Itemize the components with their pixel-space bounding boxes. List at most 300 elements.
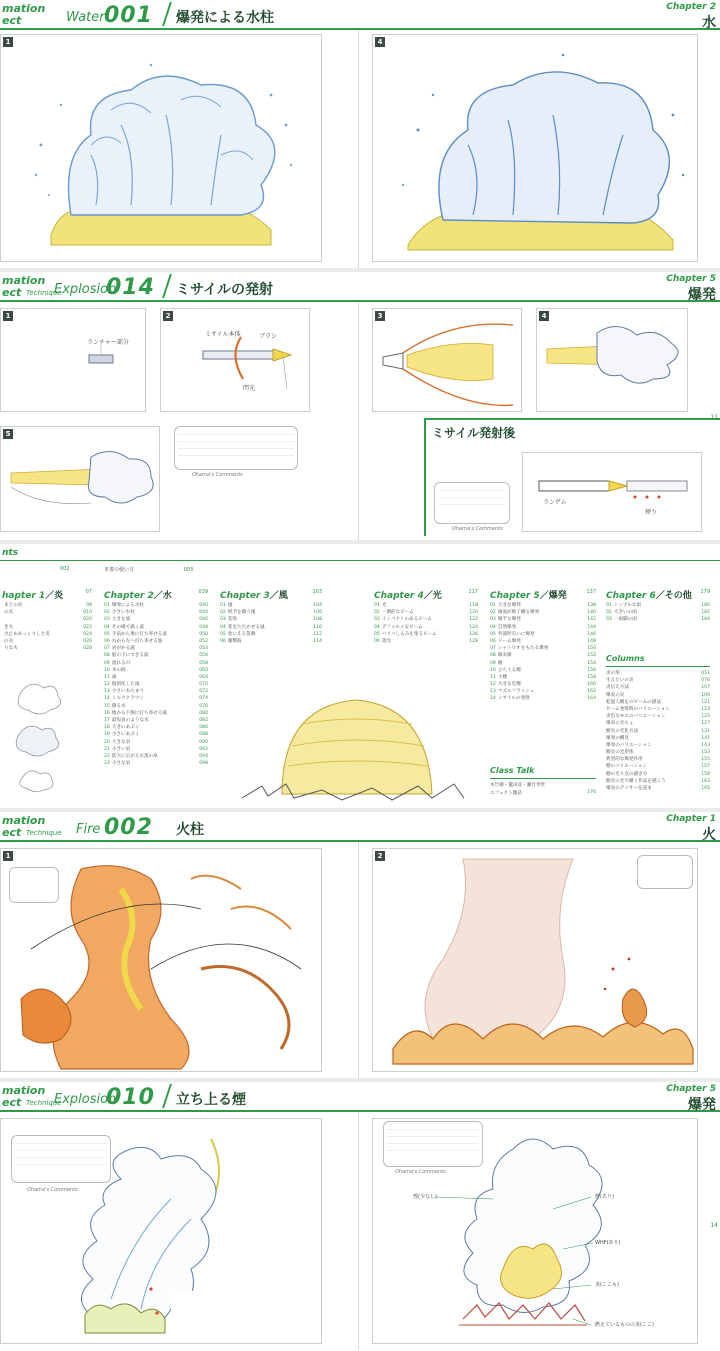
toc-entry-title: 小さな泉 [111,761,131,767]
technique-number: 001 [104,3,153,28]
toc-entry[interactable] [220,609,322,616]
chapter-4-heading[interactable] [374,588,478,601]
chapter-label: Chapter 3 [220,591,270,601]
header-slash [162,274,172,298]
toc-entry-title: 爆炎のデッサーを読ま [606,786,652,791]
toc-entry-page: 08 [86,603,92,608]
chapter-5-heading[interactable] [490,588,596,601]
toc-entry-page: 143 [701,742,710,748]
page-header [0,272,720,302]
toc-entry[interactable] [490,695,596,702]
toc-entry-title: まとの炎 [4,603,23,608]
chapter-page: 137 [586,589,596,595]
toc-entry-title: インパクトのあるビーム [381,617,432,623]
toc-entry-page: 010 [83,610,92,616]
toc-entry[interactable] [490,631,596,638]
toc-entry[interactable] [606,785,710,792]
toc-entry-number: 19 [104,732,110,738]
chapter-label: Chapter 1 [666,814,716,824]
chapter-page: 07 [85,589,92,595]
toc-entry-page: 112 [313,631,322,637]
toc-entry[interactable] [104,652,208,659]
toc-entry[interactable] [374,624,478,631]
toc-entry[interactable] [606,699,710,706]
toc-entry[interactable] [490,652,596,659]
toc-entry-page: 040 [199,603,208,608]
toc-entry-page: 072 [199,689,208,695]
toc-entry-number: 04 [490,624,496,630]
toc-entry[interactable] [606,735,710,742]
toc-entry-number: 05 [374,631,380,637]
illustration-panel-1 [0,34,322,262]
toc-entry-page: 022 [83,624,92,630]
toc-entry[interactable] [490,667,596,674]
toc-entry-number: 08 [490,653,496,659]
toc-entry-page: 076 [701,678,710,684]
toc-entry-page: 110 [313,624,322,630]
toc-entry[interactable] [104,609,208,616]
toc-entry[interactable] [104,731,208,738]
toc-entry-page: 046 [199,617,208,623]
chapter-3-heading[interactable] [220,588,322,601]
chapter-6-heading[interactable] [606,588,710,601]
toc-entry-title: 小さい泉 [111,746,131,752]
toc-entry[interactable] [606,749,710,756]
toc-entry-page: 064 [199,674,208,680]
class-talk-heading[interactable]: Class Talk [490,766,535,775]
toc-entry-page: 108 [313,617,322,623]
toc-entry-number: 05 [220,631,226,637]
comment-bubble [174,426,298,470]
toc-entry-page: 056 [199,653,208,659]
class-talk-rule [490,778,596,779]
toc-entry-page: 158 [587,674,596,680]
toc-entry-title: 大きな爆発 [497,603,521,608]
toc-entry-page: 092 [199,746,208,752]
toc-entry-page: 142 [587,617,596,623]
toc-entry-number: 02 [490,610,496,616]
toc-entry[interactable] [2,631,92,638]
toc-entry-title: 大きいあぶく [111,725,140,731]
toc-entry-page: 088 [199,732,208,738]
panel-number: 4 [539,311,549,321]
category-label: Explosion [54,282,117,297]
toc-entry-title: 船の下にできる波 [111,653,149,659]
toc-entry-number: 01 [490,603,496,608]
toc-entry-page: 146 [587,631,596,637]
toc-entry-page: 120 [469,610,478,616]
toc-entry-page: 109 [701,692,710,698]
toc-entry[interactable] [606,713,710,720]
gutter [358,302,359,540]
toc-entry-number: 02 [606,610,612,616]
toc-entry[interactable] [606,692,710,699]
toc-entry[interactable] [606,616,710,623]
technique-title: 立ち上る煙 [176,1092,246,1108]
toc-entry-title: 典型的な爆発作用 [606,757,643,763]
toc-entry[interactable] [104,717,208,724]
dome-explosion-sketch [232,686,472,806]
toc-entry-page: 180 [701,603,710,608]
spread-explosion-010 [0,1082,720,1351]
chapter-1-sketches [10,674,80,794]
toc-entry-title: 爆発による水柱 [111,603,145,608]
toc-entry-page: 054 [199,646,208,652]
toc-entry-number: 12 [490,682,496,688]
toc-entry-page: 148 [587,638,596,644]
toc-entry-title: 自然爆発 [497,624,517,630]
toc-entry-page: 118 [469,603,478,608]
toc-entry-number: 03 [104,617,110,623]
smoke-less-label: 煙(少なし) [413,1194,437,1200]
chapter-sub: 水 [702,15,716,31]
toc-entry[interactable] [104,703,208,710]
toc-entry[interactable] [104,695,208,702]
brand-line2: ect [2,14,22,27]
toc-entry[interactable] [220,616,322,623]
toc-entry-page: 138 [587,603,596,608]
chapter-jp: ／炎 [45,591,64,601]
toc-entry-title: 花をたたかせる風 [227,624,265,630]
toc-entry[interactable] [490,645,596,652]
toc-entry-page: 026 [83,638,92,644]
toc-entry[interactable] [606,670,710,677]
toc-entry-title: 煙のバリエーション [606,764,648,770]
toc-entry-title: の炎 [4,610,14,616]
toc-entry-title: 紙予を舞う風 [227,610,256,616]
note-box [9,867,59,903]
toc-entry-title: 吹いえる笹舞 [227,631,256,637]
toc-entry-title: の炎 [4,638,14,644]
chapter-label: Chapter 5 [666,1084,716,1094]
brand-line1: mation [2,2,46,15]
panel-number: 1 [3,311,13,321]
toc-entry-number: 04 [220,624,226,630]
toc-entry-page: 106 [313,610,322,616]
panel-number: 1 [3,37,13,47]
toc-entry[interactable] [104,760,208,767]
toc-entry[interactable] [220,602,322,609]
after-launch-diagram [522,452,702,532]
chapter-1-list [2,602,92,652]
toc-entry-page: 052 [199,638,208,644]
toc-entry-title: 防大に広がる水蒸の泉 [111,753,158,759]
intro-item-2 [104,566,193,573]
toc-entry-title: バリバしらみを集るビーム [381,631,437,637]
toc-entry-title: 最短表のような水 [111,718,149,723]
toc-entry-number: 12 [104,682,110,688]
chapter-sub: 爆発 [688,287,716,303]
toc-entry[interactable] [606,684,710,691]
toc-entry-title: 大きな近煙 [497,682,521,688]
intro-title: 本書の使い方 [104,567,135,573]
toc-entry-page: 076 [199,703,208,709]
toc-entry-page: 184 [701,617,710,623]
toc-entry-title: 一雨脚の雨 [613,617,637,623]
toc-entry-page: 080 [199,710,208,716]
toc-entry[interactable] [104,724,208,731]
toc-entry[interactable] [606,602,710,609]
chapter-label: hapter 1 [2,591,46,601]
chapter-1-heading[interactable] [2,588,92,601]
toc-entry-page: 152 [587,653,596,659]
toc-entry-title: 炎の形 [606,671,620,676]
toc-entry[interactable] [104,739,208,746]
chapter-page: 179 [700,589,710,595]
toc-entry[interactable] [606,771,710,778]
toc-entry[interactable] [104,616,208,623]
columns-heading[interactable]: Columns [606,654,645,663]
toc-entry-page: 011 [701,671,710,676]
toc-entry-title: その場で渦く波 [111,624,145,630]
toc-entry-number: 07 [490,646,496,652]
toc-entry-page: 163 [701,778,710,784]
toc-entry[interactable] [490,638,596,645]
brand-line1: mation [2,1084,46,1097]
chapter-page: 117 [468,589,478,595]
toc-entry[interactable] [220,624,322,631]
gutter [358,1112,359,1350]
toc-entry[interactable] [220,631,322,638]
chapter-label: Chapter 5 [490,591,540,601]
chapter-page: 039 [198,589,208,595]
toc-entry[interactable] [606,756,710,763]
toc-entry-title: 爆炎の光ちょ [606,721,634,727]
brand-line2: ect [2,286,22,299]
toc-entry-title: 爆発のバリエーション [606,742,652,748]
spread-explosion-014 [0,272,720,540]
toc-entry[interactable] [374,616,478,623]
toc-entry-page: 114 [313,638,322,644]
chapter-3-list [220,602,322,645]
toc-entry-number: 20 [104,739,110,745]
technique-title: ミサイルの発射 [176,282,274,298]
chapter-2-list [104,602,208,767]
toc-entry[interactable] [2,609,92,616]
toc-entry-title: マズルフラッシュ [497,689,535,695]
toc-entry-title: 右から左へ打ち寄せる波 [111,638,163,644]
diagram-panel-4 [536,308,688,412]
toc-entry[interactable] [490,609,596,616]
toc-entry-page: 157 [701,764,710,770]
toc-entry[interactable] [2,645,92,652]
toc-entry-title: 岩がかる波 [111,646,135,652]
toc-entry-page: 086 [199,725,208,731]
class-talk-line-1: 木竹衛・籠田彦・藤竹世世 [490,783,546,788]
toc-entry[interactable] [104,660,208,667]
toc-entry-title: 滝 [111,674,117,680]
toc-entry-title: 生えたいの炎 [606,678,634,684]
toc-entry-number: 13 [490,689,496,695]
chapter-5-list [490,602,596,703]
toc-entry[interactable] [374,602,478,609]
toc-entry-page: 082 [199,718,208,723]
toc-entry-number: 03 [374,617,380,623]
panel-number: 4 [375,37,385,47]
toc-entry-page: 107 [701,685,710,691]
chapter-jp: ／光 [423,591,442,601]
toc-entry[interactable] [490,674,596,681]
note-box [171,1291,223,1327]
contents-rule [0,560,720,561]
toc-entry[interactable] [2,638,92,645]
toc-entry-page: 154 [587,660,596,666]
toc-entry-title: 火止めあっくりした炎 [4,631,50,637]
toc-entry-title: 大きな波 [111,617,131,623]
category-label: Explosion [54,1092,117,1107]
toc-entry-number: 06 [490,638,496,644]
toc-entry[interactable] [104,667,208,674]
toc-entry-page: 126 [469,631,478,637]
toc-entry-title: 外部所有いに爆発 [497,631,535,637]
toc-entry-title: 小煙 [497,674,508,680]
toc-entry-title: 小さいあぶく [111,732,140,738]
toc-entry-title: 降る水 [111,703,126,709]
header-slash [162,2,172,26]
toc-entry-page: 128 [469,638,478,644]
toc-entry-title: 煙炎の光化方法 [606,728,639,734]
toc-entry-title: 一期的なビーム [381,610,414,616]
toc-entry[interactable] [104,753,208,760]
toc-entry-number: 10 [104,667,110,673]
toc-entry[interactable] [374,609,478,616]
toc-entry[interactable] [2,616,92,623]
toc-entry-title: 煙 [497,660,503,666]
illustration-panel-1 [0,848,322,1072]
chapter-4-list [374,602,478,645]
toc-entry-title: 個別化した滝 [111,682,140,688]
toc-entry[interactable] [606,728,710,735]
toc-entry-page: 048 [199,624,208,630]
toc-entry[interactable] [490,681,596,688]
toc-entry[interactable] [606,778,710,785]
toc-entry-title: 木の洞 [111,667,126,673]
intro-page: 002 [60,566,70,572]
toc-entry[interactable] [104,688,208,695]
toc-entry[interactable] [490,616,596,623]
toc-entry[interactable] [606,720,710,727]
illustration-panel-2 [372,848,698,1072]
toc-entry-page: 090 [199,739,208,745]
toc-entry-number: 01 [104,603,110,608]
intro-item-1 [60,566,70,572]
toc-entry[interactable] [104,674,208,681]
smoke-label: 煙(あり) [595,1194,614,1200]
toc-entry[interactable] [104,602,208,609]
toc-entry-number: 02 [220,610,226,616]
toc-entry-page: 144 [587,624,596,630]
toc-entry-title: 地から下倒に打ち寄せる波 [111,710,167,716]
toc-entry[interactable] [104,746,208,753]
toc-entry[interactable] [104,624,208,631]
intro-page: 003 [183,567,194,573]
brand-line1: mation [2,814,46,827]
chapter-sub: 爆発 [688,1097,716,1113]
toc-entry[interactable] [490,602,596,609]
toc-entry[interactable] [104,638,208,645]
comment-bubble [11,1135,111,1183]
toc-entry-page: 122 [469,617,478,623]
toc-entry-number: 11 [490,674,496,680]
toc-entry-page: 121 [701,699,710,705]
toc-entry[interactable] [220,638,322,645]
toc-entry-number: 03 [606,617,612,623]
toc-entry-number: 04 [374,624,380,630]
category-label: Fire [76,822,101,837]
toc-entry[interactable] [374,638,478,645]
toc-entry-title: 乾湿人概をのビームの描法 [606,699,661,705]
toc-entry-page: 050 [199,631,208,637]
toc-entry-page: 028 [83,646,92,652]
toc-entry[interactable] [2,602,92,609]
panel-number: 2 [375,851,385,861]
toc-entry[interactable] [104,681,208,688]
toc-entry[interactable] [606,677,710,684]
technique-number: 014 [106,275,155,300]
toc-entry-title: 花吹 [227,617,238,623]
toc-entry[interactable] [606,763,710,770]
water-column-drawing [1,35,323,263]
page-header [0,1082,720,1112]
toc-entry[interactable] [2,624,92,631]
after-comment-tag: Ohama's Comments [452,526,503,532]
toc-entry-page: 074 [199,696,208,702]
whf-label: WHF(あり) [595,1240,621,1246]
technique-caption: Technique [26,1099,62,1107]
class-talk-line-2 [490,790,596,796]
toc-entry-page: 141 [701,735,710,741]
blur-label: ブラシ [259,333,278,340]
toc-entry-title: ドーム爆発 [497,638,521,644]
toc-entry-page: 164 [587,696,596,702]
toc-entry-title: 落光 [381,638,392,644]
toc-entry-number: 04 [104,624,110,630]
toc-entry-number: 01 [220,603,226,608]
toc-entry-title: 煙の光り点の描き方 [606,771,648,777]
toc-entry-page: 131 [701,728,710,734]
diagram-panel-5 [0,426,160,532]
toc-entry-number: 17 [104,718,110,723]
toc-entry[interactable] [104,710,208,717]
toc-entry[interactable] [490,660,596,667]
technique-title: 爆発による水柱 [176,10,274,26]
toc-entry[interactable] [104,645,208,652]
toc-entry-page: 159 [701,771,710,777]
toc-entry[interactable] [606,609,710,616]
chapter-2-heading[interactable] [104,588,208,601]
toc-entry[interactable] [374,631,478,638]
langem-label: ランゲム [543,499,567,506]
toc-entry-title: ミルククラウン [111,696,144,702]
diagram-panel-3 [372,308,522,412]
toc-entry-number: 05 [490,631,496,637]
chapter-label: Chapter 6 [606,591,656,601]
toc-entry[interactable] [490,624,596,631]
toc-entry[interactable] [606,706,710,713]
toc-entry[interactable] [104,631,208,638]
toc-entry-number: 23 [104,761,110,767]
note-box [637,855,693,889]
toc-entry-page: 153 [701,750,710,756]
toc-entry-page: 024 [83,631,92,637]
toc-entry[interactable] [606,742,710,749]
toc-entry-title: 爆炎爆 [497,653,512,659]
toc-entry-page: 155 [701,757,710,763]
toc-entry[interactable] [490,688,596,695]
toc-entry-title: シャトワオをもたる爆発 [497,646,549,652]
toc-entry-number: 02 [104,610,110,616]
toc-entry-number: 06 [104,638,110,644]
